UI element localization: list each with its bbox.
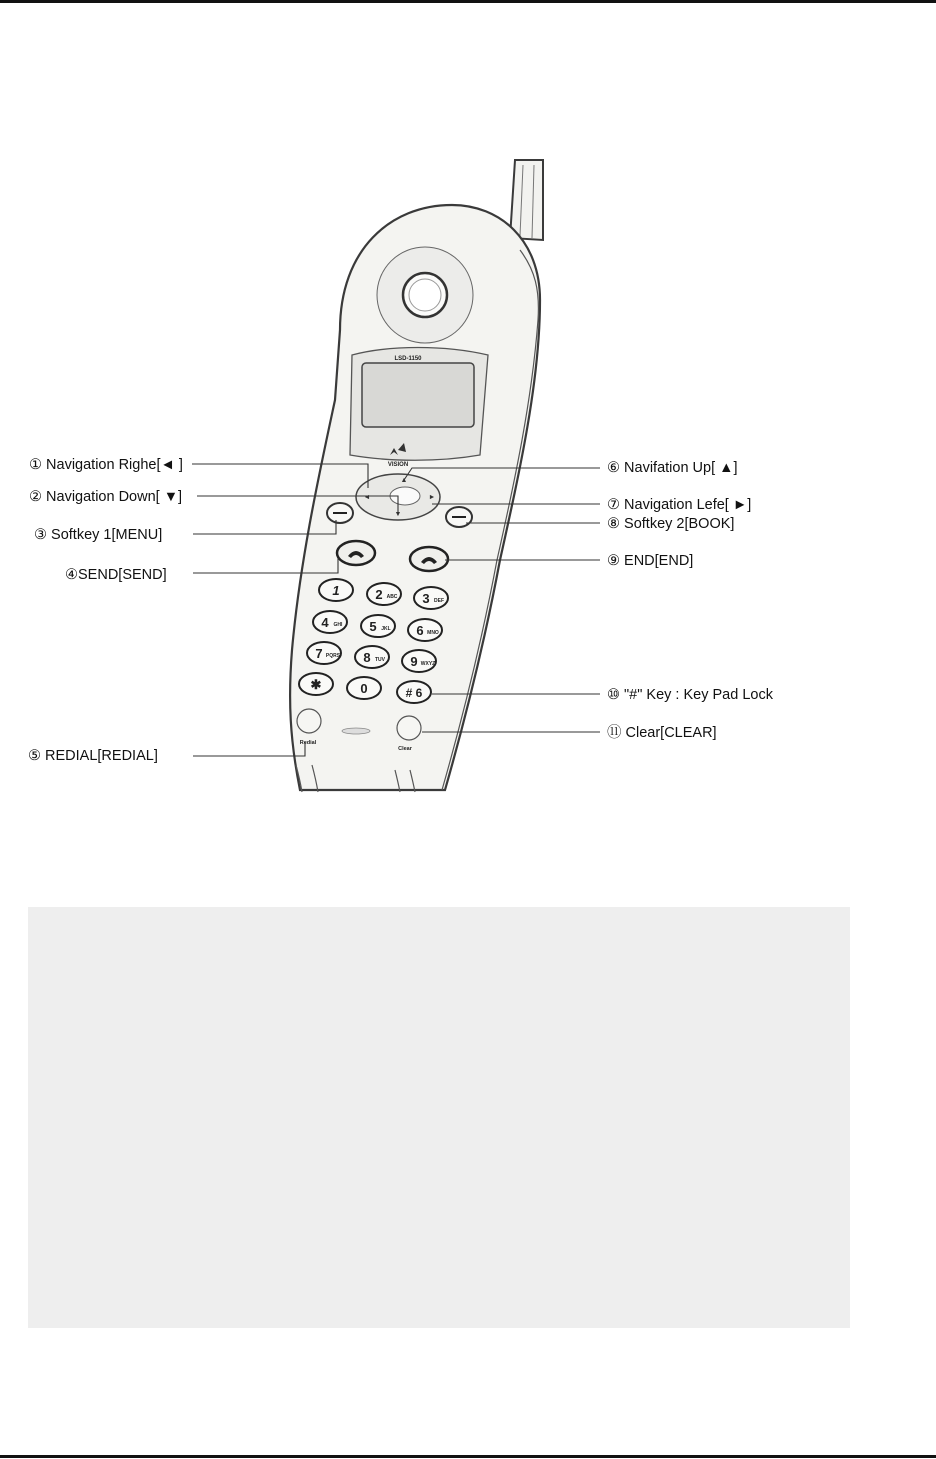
key-6 (408, 619, 442, 641)
svg-text:JKL: JKL (381, 626, 391, 632)
svg-text:1: 1 (332, 583, 340, 598)
callout-softkey-1: ③ Softkey 1[MENU] (34, 527, 163, 543)
key-8 (355, 646, 389, 668)
svg-text:# 6: # 6 (405, 686, 423, 700)
svg-text:8: 8 (363, 650, 371, 665)
brand-label: VISION (387, 462, 409, 468)
svg-text:0: 0 (360, 681, 368, 696)
microphone-grille (342, 728, 370, 734)
svg-text:TUV: TUV (375, 657, 385, 663)
key-3 (414, 587, 448, 609)
key-9 (402, 650, 436, 672)
svg-text:2: 2 (375, 587, 383, 602)
callout-navigation-right: ① Navigation Righe[◄ ] (29, 457, 183, 473)
svg-text:Redial: Redial (299, 740, 317, 746)
bottom-rule (0, 1455, 936, 1458)
callout-clear: ⑪ Clear[CLEAR] (607, 725, 717, 741)
antenna (510, 160, 543, 240)
key-2 (367, 583, 401, 605)
key-star (299, 673, 333, 695)
callout-redial: ⑤ REDIAL[REDIAL] (28, 748, 158, 764)
send-key (337, 541, 375, 565)
callout-softkey-2: ⑧ Softkey 2[BOOK] (607, 516, 735, 532)
svg-text:4: 4 (321, 615, 329, 630)
key-4 (313, 611, 347, 633)
softkey-1 (327, 503, 353, 523)
callout-end: ⑨ END[END] (607, 553, 694, 569)
model-label: LSD-1150 (394, 356, 422, 362)
svg-text:MNO: MNO (427, 630, 439, 636)
svg-text:DEF: DEF (434, 598, 444, 604)
callout-keypad-lock: ⑩ "#" Key : Key Pad Lock (607, 687, 773, 703)
svg-text:PQRS: PQRS (325, 653, 341, 659)
svg-text:7: 7 (315, 646, 323, 661)
end-key (410, 547, 448, 571)
svg-text:5: 5 (369, 619, 377, 634)
key-5 (361, 615, 395, 637)
key-7 (307, 642, 341, 664)
callout-navigation-up: ⑥ Navifation Up[ ▲] (607, 460, 738, 476)
svg-text:GHI: GHI (333, 622, 343, 628)
svg-text:9: 9 (410, 654, 418, 669)
callout-navigation-left: ⑦ Navigation Lefe[ ►] (607, 497, 752, 513)
svg-text:6: 6 (416, 623, 424, 638)
nav-left-icon: ◄ (363, 494, 371, 501)
svg-text:Clear: Clear (398, 746, 412, 752)
softkey-2 (446, 507, 472, 527)
nav-down-icon: ▼ (394, 511, 402, 518)
callout-navigation-down: ② Navigation Down[ ▼] (29, 489, 183, 505)
key-1 (319, 579, 353, 601)
blank-panel (28, 907, 850, 1328)
display (350, 348, 488, 461)
nav-up-icon: ▲ (400, 477, 408, 484)
svg-text:✱: ✱ (310, 677, 322, 692)
svg-text:3: 3 (422, 591, 430, 606)
key-hash (397, 681, 431, 703)
nav-right-icon: ► (428, 494, 436, 501)
callout-send: ④SEND[SEND] (65, 567, 167, 583)
svg-text:WXYZ: WXYZ (420, 661, 436, 667)
earpiece (377, 247, 473, 343)
key-0 (347, 677, 381, 699)
svg-text:ABC: ABC (386, 594, 398, 600)
